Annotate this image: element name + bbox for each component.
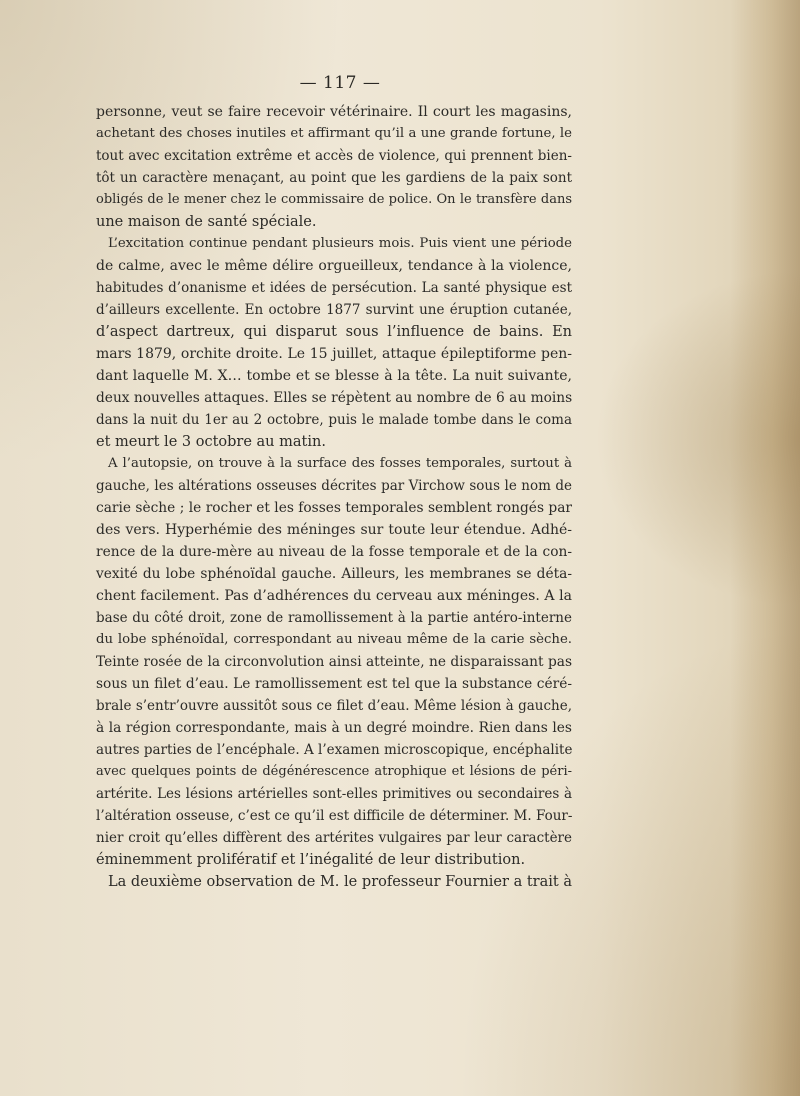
text-line: tout avec excitation extrême et accès de violence, qui prennent bien- [96, 148, 572, 164]
text-line: l’altération osseuse, c’est ce qu’il est difficile de déterminer. M. Four- [96, 808, 573, 824]
text-line: tôt un caractère menaçant, au point que les gardiens de la paix sont [96, 170, 572, 186]
text-line: avec quelques points de dégénérescence atrophique et lésions de péri- [96, 764, 572, 779]
text-line: base du côté droit, zone de ramollissement à la partie antéro-interne [96, 610, 572, 626]
text-line: d’aspect dartreux, qui disparut sous l’influence de bains. En [96, 324, 572, 340]
text-line: obligés de le mener chez le commissaire de police. On le transfère dans [96, 192, 572, 207]
text-line: mars 1879, orchite droite. Le 15 juillet, attaque épileptiforme pen- [96, 346, 572, 362]
text-line: deux nouvelles attaques. Elles se répètent au nombre de 6 au moins [96, 390, 573, 406]
text-line: achetant des choses inutiles et affirmant qu’il a une grande fortune, le [96, 126, 572, 141]
page-number: — 117 — [299, 73, 381, 93]
text-line: vexité du lobe sphénoïdal gauche. Ailleurs, les membranes se déta- [96, 566, 572, 582]
text-line: sous un filet d’eau. Le ramollissement est tel que la substance céré- [96, 676, 572, 692]
text-line: et meurt le 3 octobre au matin. [96, 434, 326, 450]
text-line: Teinte rosée de la circonvolution ainsi atteinte, ne disparaissant pas [96, 654, 572, 670]
text-line: autres parties de l’encéphale. A l’examen microscopique, encéphalite [96, 742, 573, 758]
text-line: du lobe sphénoïdal, correspondant au niveau même de la carie sèche. [96, 632, 572, 647]
body-text [96, 101, 572, 893]
text-line: La deuxième observation de M. le professeur Fournier a trait à [108, 874, 572, 890]
text-line: gauche, les altérations osseuses décrites par Virchow sous le nom de [96, 478, 572, 494]
text-line: d’ailleurs excellente. En octobre 1877 survint une éruption cutanée, [96, 302, 572, 318]
text-line: habitudes d’onanisme et idées de persécution. La santé physique est [96, 280, 572, 296]
text-line: dant laquelle M. X… tombe et se blesse à la tête. La nuit suivante, [96, 368, 572, 384]
text-line: rence de la dure-mère au niveau de la fosse temporale et de la con- [96, 544, 572, 560]
text-line: chent facilement. Pas d’adhérences du cerveau aux méninges. A la [96, 588, 572, 604]
text-line: carie sèche ; le rocher et les fosses temporales semblent rongés par [96, 500, 572, 516]
text-line: de calme, avec le même délire orgueilleux, tendance à la violence, [96, 258, 572, 274]
page-edge-shadow [730, 0, 800, 1096]
text-line: une maison de santé spéciale. [96, 214, 317, 230]
text-line: nier croit qu’elles diffèrent des artérites vulgaires par leur caractère [96, 830, 572, 846]
text-line: à la région correspondante, mais à un degré moindre. Rien dans les [96, 720, 572, 736]
text-line: éminemment prolifératif et l’inégalité de leur distribution. [96, 852, 526, 868]
text-line: des vers. Hyperhémie des méninges sur toute leur étendue. Adhé- [96, 522, 572, 538]
text-line: dans la nuit du 1er au 2 octobre, puis le malade tombe dans le coma [96, 412, 572, 428]
text-line: L’excitation continue pendant plusieurs mois. Puis vient une période [108, 236, 572, 251]
text-line: personne, veut se faire recevoir vétérinaire. Il court les magasins, [96, 104, 572, 120]
text-line: A l’autopsie, on trouve à la surface des fosses temporales, surtout à [108, 456, 572, 471]
text-line: brale s’entr’ouvre aussitôt sous ce filet d’eau. Même lésion à gauche, [96, 698, 572, 714]
text-line: artérite. Les lésions artérielles sont-elles primitives ou secondaires à [96, 786, 572, 802]
